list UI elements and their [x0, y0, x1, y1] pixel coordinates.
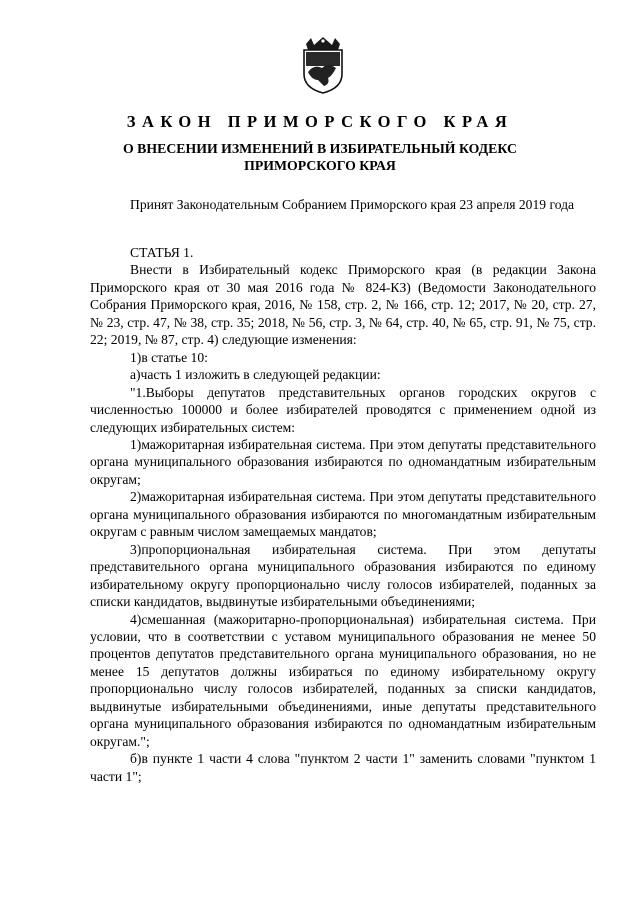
adoption-note [90, 196, 596, 213]
paragraph: 1)мажоритарная избирательная система. При этом депутаты представительного органа муниципального образования избираются по одномандатным избирательным округам; [90, 436, 596, 487]
adoption-text: Принят Законодательным Собранием Приморского края 23 апреля 2019 года [130, 197, 575, 212]
paragraph: "1.Выборы депутатов представительных органов городских округов с численностью 100000 и более избирателей проводятся с применением одной из следующих избирательных систем: [90, 384, 596, 435]
paragraph: б)в пункте 1 части 4 слова "пунктом 2 части 1" заменить словами "пунктом 1 части 1"; [90, 751, 596, 784]
paragraph: 3)пропорциональная избирательная система. При этом депутаты представительного органа муниципального образования избираются по единому избирательному округу пропорционально числу голосов избирателей, поданных за списки кандидатов, выдвинутые избирательными объединениями; [90, 541, 596, 610]
primorsky-krai-coat-of-arms-icon [302, 36, 344, 94]
paragraph: а)часть 1 изложить в следующей редакции: [130, 367, 381, 383]
paragraph: 2)мажоритарная избирательная система. При этом депутаты представительного органа муниципального образования избираются по многомандатным избирательным округам с равным числом замещаемых мандатов; [90, 489, 596, 540]
paragraph: 4)смешанная (мажоритарно-пропорциональная) избирательная система. При условии, что в соответствии с уставом муниципального образования не менее 50 процентов депутатов представительного органа муниципального образования, но не менее 15 депутатов должны избираться по единому избирательному округу пропорционально числу голосов избирателей, поданных за списки кандидатов, выдвинутые избирательными объединениями, иные депутаты представительного органа муниципального образования избираются по одномандатным избирательным округам."; [90, 611, 596, 749]
article-heading: СТАТЬЯ 1. [130, 245, 194, 260]
law-subtitle-line: ПРИМОРСКОГО КРАЯ [244, 158, 396, 173]
law-body [90, 244, 596, 785]
paragraph: 1)в статье 10: [130, 349, 208, 365]
law-title: ЗАКОН ПРИМОРСКОГО КРАЯ [126, 112, 514, 131]
law-subtitle [80, 140, 560, 174]
law-subtitle-line: О ВНЕСЕНИИ ИЗМЕНЕНИЙ В ИЗБИРАТЕЛЬНЫЙ КОДЕКС [123, 141, 517, 156]
paragraph: Внести в Избирательный кодекс Приморского края (в редакции Закона Приморского края от 30 мая 2016 года № 824-КЗ) (Ведомости Законодательного Собрания Приморского края, 2016, № 158, стр. 2, № 166, стр. 12; 2017, № 20, стр. 27, № 23, стр. 47, № 38, стр. 35; 2018, № 56, стр. 3, № 64, стр. 40, № 65, стр. 91, № 75, стр. 22; 2019, № 87, стр. 4) следующие изменения: [90, 262, 596, 348]
